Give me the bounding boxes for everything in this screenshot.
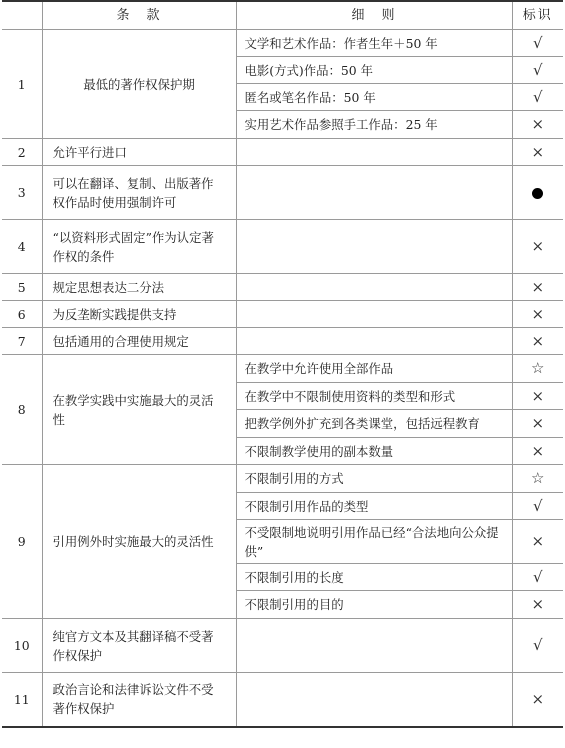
mark-cell: ×	[512, 673, 563, 727]
clause-cell: 为反垄断实践提供支持	[42, 301, 236, 328]
detail-cell	[236, 301, 512, 328]
clause-cell: 纯官方文本及其翻译稿不受著作权保护	[42, 619, 236, 673]
mark-cell: ×	[512, 410, 563, 438]
row-number: 7	[2, 328, 42, 355]
table-row	[2, 274, 563, 301]
mark-cell: √	[512, 84, 563, 111]
header-clause: 条 款	[42, 1, 236, 30]
detail-cell	[236, 274, 512, 301]
detail-cell: 实用艺术作品参照手工作品：25 年	[236, 111, 512, 139]
clause-cell: 规定思想表达二分法	[42, 274, 236, 301]
mark-cell: √	[512, 57, 563, 84]
table-row	[2, 220, 563, 274]
detail-cell: 不限制引用的方式	[236, 465, 512, 493]
table-row	[2, 673, 563, 727]
clause-cell: 包括通用的合理使用规定	[42, 328, 236, 355]
row-number: 6	[2, 301, 42, 328]
clause-cell: 引用例外时实施最大的灵活性	[42, 465, 236, 619]
mark-cell: ×	[512, 520, 563, 564]
detail-cell	[236, 619, 512, 673]
clause-cell: 可以在翻译、复制、出版著作权作品时使用强制许可	[42, 166, 236, 220]
detail-cell: 不限制引用的目的	[236, 591, 512, 619]
detail-cell: 在教学中允许使用全部作品	[236, 355, 512, 383]
clause-cell: “以资料形式固定”作为认定著作权的条件	[42, 220, 236, 274]
detail-cell: 在教学中不限制使用资料的类型和形式	[236, 383, 512, 410]
detail-cell: 匿名或笔名作品：50 年	[236, 84, 512, 111]
clause-cell: 最低的著作权保护期	[42, 30, 236, 139]
table-row	[2, 139, 563, 166]
row-number: 3	[2, 166, 42, 220]
mark-cell	[512, 166, 563, 220]
row-number: 8	[2, 355, 42, 465]
detail-cell	[236, 166, 512, 220]
table-row	[2, 355, 563, 383]
header-blank	[2, 1, 42, 30]
detail-cell	[236, 139, 512, 166]
detail-cell: 电影(方式)作品：50 年	[236, 57, 512, 84]
table-row	[2, 619, 563, 673]
detail-cell: 不限制教学使用的副本数量	[236, 438, 512, 465]
clause-cell: 允许平行进口	[42, 139, 236, 166]
table-row	[2, 166, 563, 220]
header-mark: 标识	[512, 1, 563, 30]
mark-cell: √	[512, 30, 563, 57]
mark-cell: ×	[512, 274, 563, 301]
detail-cell: 把教学例外扩充到各类课堂，包括远程教育	[236, 410, 512, 438]
mark-cell: ×	[512, 591, 563, 619]
mark-cell: ×	[512, 383, 563, 410]
mark-cell: ×	[512, 220, 563, 274]
mark-cell: ☆	[512, 465, 563, 493]
row-number: 4	[2, 220, 42, 274]
mark-cell: ☆	[512, 355, 563, 383]
mark-cell: ×	[512, 111, 563, 139]
detail-cell: 不限制引用的长度	[236, 564, 512, 591]
table-row	[2, 30, 563, 57]
filled-dot-icon	[532, 188, 543, 199]
row-number: 5	[2, 274, 42, 301]
header-detail: 细 则	[236, 1, 512, 30]
header-row	[2, 1, 563, 30]
detail-cell	[236, 328, 512, 355]
table-body	[2, 1, 563, 727]
mark-cell: ×	[512, 438, 563, 465]
row-number: 2	[2, 139, 42, 166]
detail-cell: 文学和艺术作品：作者生年＋50 年	[236, 30, 512, 57]
mark-cell: ×	[512, 301, 563, 328]
clause-cell: 在教学实践中实施最大的灵活性	[42, 355, 236, 465]
table-row	[2, 301, 563, 328]
row-number: 9	[2, 465, 42, 619]
row-number: 11	[2, 673, 42, 727]
mark-cell: √	[512, 564, 563, 591]
row-number: 10	[2, 619, 42, 673]
detail-cell	[236, 673, 512, 727]
row-number: 1	[2, 30, 42, 139]
table-row	[2, 465, 563, 493]
detail-cell: 不受限制地说明引用作品已经“合法地向公众提供”	[236, 520, 512, 564]
copyright-clauses-table	[2, 0, 563, 728]
mark-cell: ×	[512, 328, 563, 355]
detail-cell: 不限制引用作品的类型	[236, 493, 512, 520]
clause-cell: 政治言论和法律诉讼文件不受著作权保护	[42, 673, 236, 727]
mark-cell: ×	[512, 139, 563, 166]
table-row	[2, 328, 563, 355]
mark-cell: √	[512, 493, 563, 520]
detail-cell	[236, 220, 512, 274]
mark-cell: √	[512, 619, 563, 673]
